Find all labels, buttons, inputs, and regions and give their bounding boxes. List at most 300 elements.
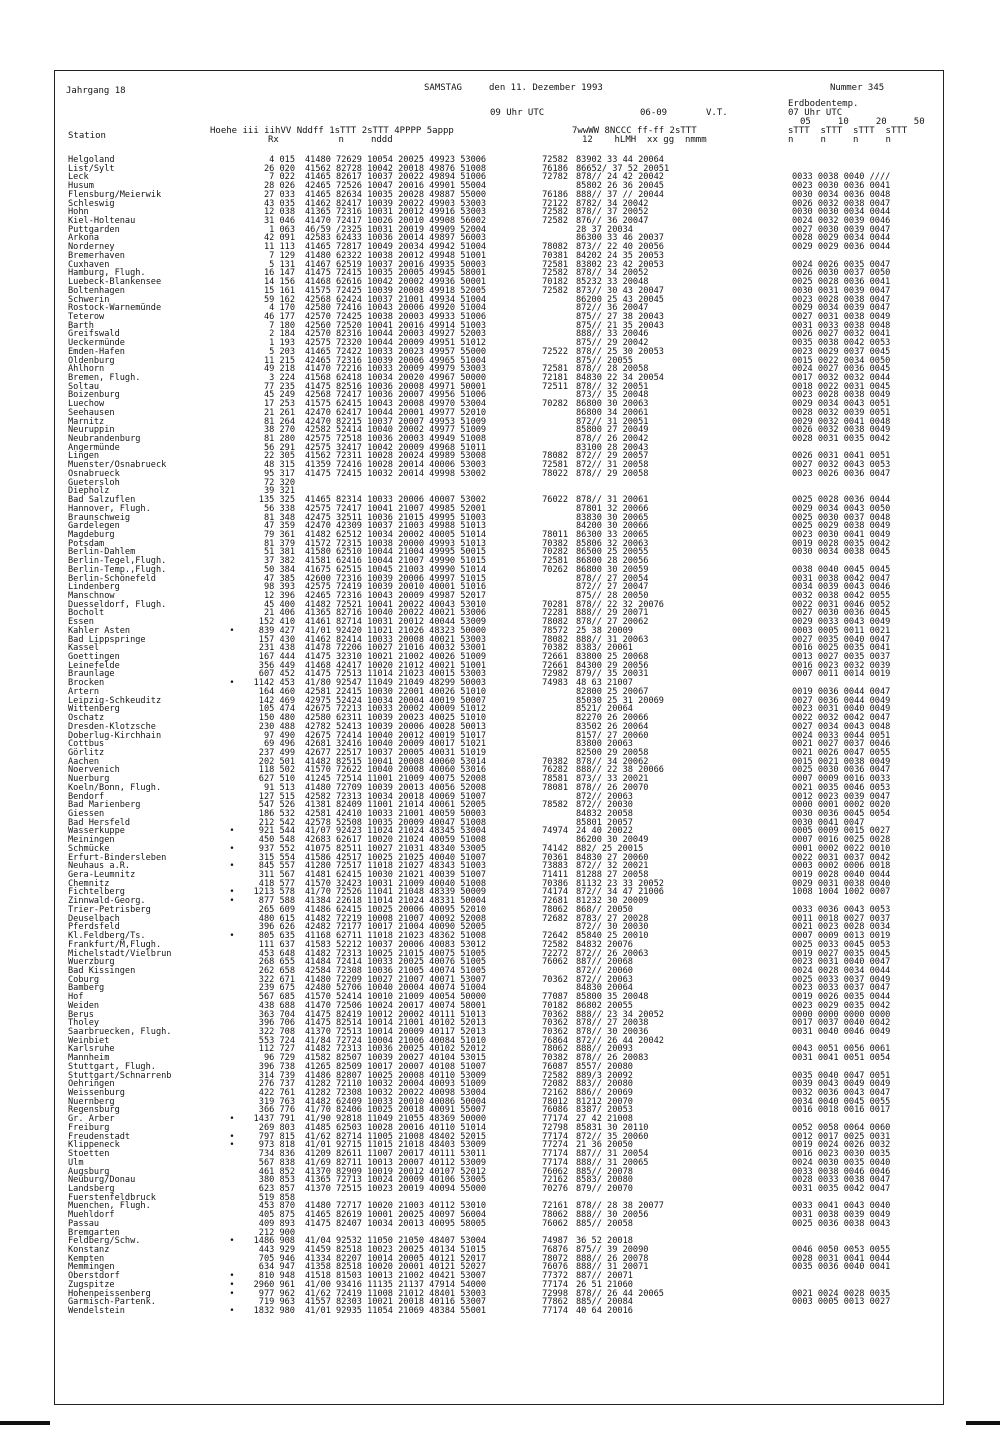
height-iii: 12 396 — [263, 591, 295, 601]
cloud-wind-groups: 872// 35 20060 — [576, 1131, 649, 1142]
cloud-wind-groups: 888// 33 20046 — [576, 329, 649, 340]
synop-groups: 41/62 72419 11008 21012 48401 53003 — [305, 1288, 487, 1299]
soil-temperatures: 0019 0028 0040 0044 — [792, 870, 891, 881]
synop-groups: 41467 62519 10037 20016 49935 50003 — [305, 259, 487, 270]
synop-groups: 41572 72315 10038 20000 49993 51013 — [305, 538, 487, 549]
soil-temperatures: 0027 0034 0043 0048 — [792, 721, 891, 732]
station-name: Berlin-Schönefeld — [68, 573, 156, 584]
table-row — [0, 1298, 1000, 1307]
weather-group: 72082 — [542, 1079, 568, 1090]
height-iii: 797 815 — [258, 1131, 295, 1142]
soil-temperatures: 0029 0033 0043 0049 — [792, 617, 891, 628]
height-iii: 409 893 — [258, 1218, 295, 1229]
soil-temperatures: 0028 0029 0034 0044 — [792, 233, 891, 244]
mountain-marker: • — [229, 887, 235, 898]
station-name: Hohn — [68, 207, 89, 218]
soil-temperatures: 0003 0002 0006 0018 — [792, 861, 891, 872]
synop-groups: 41359 72416 10028 20014 40006 53003 — [305, 460, 487, 471]
cloud-wind-groups: 878// 27 20062 — [576, 617, 649, 628]
height-iii: 1486 908 — [253, 1236, 295, 1247]
soil-temperatures: 0027 0031 0038 0049 — [792, 311, 891, 322]
station-name: Arkona — [68, 233, 100, 244]
station-name: Schwerin — [68, 294, 110, 305]
soil-temperatures: 0025 0030 0036 0047 — [792, 765, 891, 776]
height-iii: 167 444 — [258, 652, 295, 663]
soil-temperatures: 0031 0041 0051 0054 — [792, 1053, 891, 1064]
height-iii: 45 249 — [263, 390, 295, 401]
cloud-wind-groups: 875// 27 38 20043 — [576, 311, 664, 322]
weather-group: 70276 — [542, 1183, 568, 1194]
station-name: Puttgarden — [68, 224, 120, 235]
mountain-marker: • — [229, 1288, 235, 1299]
station-name: Weiden — [68, 1000, 100, 1011]
weather-group: 70361 — [542, 852, 568, 863]
synop-groups: 41459 82518 10023 20025 40134 51015 — [305, 1245, 487, 1255]
height-iii: 380 853 — [258, 1175, 295, 1186]
station-name: Nuernberg — [68, 1096, 115, 1107]
weather-group: 74983 — [542, 678, 568, 689]
station-name: Gera-Leumnitz — [68, 870, 136, 881]
synop-groups: 41570 32423 10031 21009 40040 51008 — [305, 878, 487, 889]
synop-groups: 41481 62415 10030 21021 40039 51007 — [305, 870, 487, 881]
station-name: Freiburg — [68, 1122, 110, 1133]
synop-groups: 41370 72513 10014 20009 40117 52013 — [305, 1027, 487, 1037]
height-iii: 1832 980 — [253, 1306, 295, 1317]
synop-groups: 41480 72717 10020 21003 40112 53010 — [305, 1201, 487, 1212]
weather-group: 70382 — [542, 1053, 568, 1064]
cloud-wind-groups: 878// 26 20042 — [576, 434, 649, 445]
synop-groups: 42683 62617 10020 21024 40059 51008 — [305, 835, 487, 846]
cloud-wind-groups: 872// 29 20057 — [576, 451, 649, 462]
cloud-wind-groups: 83800 20063 — [576, 739, 633, 750]
station-name: Braunschweig — [68, 512, 131, 523]
height-iii: 396 626 — [258, 922, 295, 933]
cloud-wind-groups: 878// 26 20070 — [576, 782, 649, 793]
weather-group: 77174 — [542, 1157, 568, 1168]
height-iii: 453 870 — [258, 1201, 295, 1212]
station-name: Feldberg/Schw. — [68, 1236, 141, 1247]
soil-temperatures: 0029 0034 0039 0047 — [792, 303, 891, 314]
soil-temperatures: 0024 0030 0035 0040 — [792, 1157, 891, 1168]
height-iii: 265 609 — [258, 904, 295, 915]
synop-groups: 41245 72514 11001 21009 40075 52008 — [305, 774, 487, 785]
station-name: Neuruppin — [68, 425, 115, 436]
station-name: Barth — [68, 320, 94, 331]
soil-temperatures: 0025 0033 0037 0049 — [792, 974, 891, 985]
synop-groups: 42475 32511 10036 21015 49995 51003 — [305, 512, 487, 523]
station-name: Karlsruhe — [68, 1044, 115, 1055]
cloud-wind-groups: 84830 20064 — [576, 983, 633, 994]
height-iii: 164 460 — [258, 686, 295, 697]
station-name: Soltau — [68, 381, 100, 392]
cloud-wind-groups: 868// 20050 — [576, 904, 633, 915]
synop-groups: 41/62 82714 11005 21008 48402 52015 — [305, 1131, 487, 1142]
station-name: Marnitz — [68, 416, 105, 427]
day-label: SAMSTAG — [424, 83, 462, 93]
station-name: Augsburg — [68, 1166, 110, 1177]
height-iii: 237 499 — [258, 747, 295, 758]
weather-group: 72582 — [542, 939, 568, 950]
height-iii: 1 193 — [269, 338, 295, 349]
height-iii: 50 384 — [263, 564, 295, 575]
station-name: Neuburg/Donau — [68, 1175, 136, 1186]
height-iii: 719 963 — [258, 1297, 295, 1308]
synop-groups: 41486 62415 10025 20006 40095 52010 — [305, 904, 487, 915]
weather-group: 72782 — [542, 172, 568, 183]
station-name: Zugspitze — [68, 1279, 115, 1290]
height-iii: 921 544 — [258, 826, 295, 837]
synop-groups: 41480 72629 10054 20025 49923 53006 — [305, 155, 487, 165]
cloud-wind-groups: 878// 32 20051 — [576, 381, 649, 392]
height-iii: 142 469 — [258, 695, 295, 706]
weather-group: 72281 — [542, 608, 568, 619]
soil-temperatures: 0007 0009 0013 0019 — [792, 931, 891, 942]
station-name: Cuxhaven — [68, 259, 110, 270]
cloud-wind-groups: 85800 27 20049 — [576, 425, 649, 436]
height-iii: 96 729 — [263, 1053, 295, 1064]
station-name: Leck — [68, 172, 89, 183]
weather-group: 72582 — [542, 1070, 568, 1081]
cloud-wind-groups: 878// 27 20038 — [576, 1018, 649, 1029]
cloud-wind-groups: 83800 25 20068 — [576, 652, 649, 663]
station-name: Hof — [68, 992, 84, 1003]
height-iii: 47 385 — [263, 573, 295, 584]
weather-group: 77087 — [542, 992, 568, 1003]
soil-temperatures: 0016 0025 0035 0041 — [792, 643, 891, 654]
station-name: Magdeburg — [68, 529, 115, 540]
mountain-marker: • — [229, 678, 235, 689]
soil-temperatures: 0030 0041 0047 — [792, 817, 865, 828]
cloud-wind-groups: 888// 31 20065 — [576, 1157, 649, 1168]
soil-temperatures: 0019 0028 0035 0042 — [792, 538, 891, 549]
cloud-wind-groups: 85030 25 31 20069 — [576, 695, 664, 706]
synop-groups: 42470 82215 10037 20007 49953 51009 — [305, 416, 487, 427]
weather-group: 74142 — [542, 843, 568, 854]
weather-group: 72581 — [542, 364, 568, 375]
cloud-wind-groups: 81212 20070 — [576, 1096, 633, 1107]
synop-groups: 41/07 92423 11024 21024 48345 53004 — [305, 826, 487, 837]
weather-group: 72582 — [542, 216, 568, 227]
vt-label: V.T. — [706, 108, 728, 118]
height-iii: 79 361 — [263, 529, 295, 540]
synop-groups: 41/01 92935 11054 21069 48384 55001 — [305, 1306, 487, 1317]
station-name: Giessen — [68, 809, 105, 819]
height-iii: 480 615 — [258, 913, 295, 924]
soil-temperatures: 0016 0023 0030 0035 — [792, 1149, 891, 1160]
height-iii: 553 724 — [258, 1035, 295, 1046]
height-iii: 98 393 — [263, 582, 295, 593]
station-name: Muenchen, Flugh. — [68, 1201, 151, 1212]
cloud-wind-groups: 878// 26 20083 — [576, 1053, 649, 1064]
height-iii: 705 946 — [258, 1253, 295, 1264]
height-iii: 1 063 — [269, 224, 295, 235]
cloud-wind-groups: 872// 34 47 21006 — [576, 887, 664, 898]
station-name: Leipzig-Schkeuditz — [68, 695, 162, 706]
cloud-wind-groups: 24 40 20022 — [576, 826, 633, 837]
station-name: Muehldorf — [68, 1210, 115, 1221]
height-iii: 1213 578 — [253, 887, 295, 898]
cloud-wind-groups: 878// 22 32 20076 — [576, 599, 664, 610]
cloud-wind-groups: 875// 29 20042 — [576, 338, 649, 349]
cloud-wind-groups: 83802 23 42 20053 — [576, 259, 664, 270]
cloud-wind-groups: 81232 30 20009 — [576, 896, 649, 907]
height-iii: 5 131 — [269, 259, 295, 270]
soil-temperatures: 0003 0005 0011 0021 — [792, 625, 891, 636]
station-name: Lindenberg — [68, 582, 120, 593]
synop-groups: 41475 72415 10032 20014 49998 53002 — [305, 468, 487, 479]
synop-groups: 42582 72313 10034 20018 40069 51007 — [305, 791, 487, 802]
height-iii: 973 818 — [258, 1140, 295, 1151]
cloud-wind-groups: 887// 20071 — [576, 1271, 633, 1282]
cloud-wind-groups: 82800 25 20067 — [576, 686, 649, 697]
soil-temperatures: 0031 0040 0046 0049 — [792, 1027, 891, 1037]
synop-groups: 41486 82807 10025 20008 40110 53009 — [305, 1070, 487, 1081]
second-time: 06-09 — [640, 108, 668, 118]
synop-groups: 41480 72709 10039 20013 40056 52008 — [305, 782, 487, 793]
height-iii: 2960 961 — [253, 1279, 295, 1290]
cloud-wind-groups: 888// 26 20078 — [576, 1253, 649, 1264]
station-name: Kahler Asten — [68, 625, 131, 636]
height-iii: 519 858 — [258, 1192, 295, 1203]
synop-groups: 42583 62433 10036 20014 49897 56003 — [305, 233, 487, 244]
synop-groups: 41/90 92818 11049 21055 48369 50000 — [305, 1114, 487, 1125]
station-name: Hamburg, Flugh. — [68, 268, 146, 279]
soil-temperatures: 0038 0040 0045 0045 — [792, 564, 891, 575]
station-name: Muenster/Osnabrueck — [68, 460, 167, 471]
synop-groups: 41358 82518 10020 20001 40121 52027 — [305, 1262, 487, 1273]
station-name: Wasserkuppe — [68, 826, 125, 837]
synop-groups: 42570 72425 10038 20003 49933 51006 — [305, 311, 487, 322]
height-iii: 31 046 — [263, 216, 295, 227]
soil-depths: 05 10 20 50 — [800, 117, 925, 127]
soil-temperatures: 0029 0031 0038 0040 — [792, 878, 891, 889]
station-name: Garmisch-Partenk. — [68, 1297, 156, 1308]
height-iii: 39 321 — [263, 486, 295, 497]
soil-temperatures: 0039 0043 0049 0049 — [792, 1079, 891, 1090]
height-iii: 547 526 — [258, 800, 295, 811]
cloud-wind-groups: 872// 26 20063 — [576, 948, 649, 959]
height-iii: 937 552 — [258, 843, 295, 854]
soil-temperatures: 0026 0032 0038 0047 — [792, 198, 891, 209]
height-iii: 77 235 — [263, 381, 295, 392]
station-name: Kl.Feldberg/Ts. — [68, 931, 146, 942]
cloud-wind-groups: 872// 36 20047 — [576, 303, 649, 314]
cloud-wind-groups: 878// 34 20062 — [576, 756, 649, 767]
soil-temperatures: 0030 0031 0039 0047 — [792, 285, 891, 296]
station-name: Frankfurt/M,Flugh. — [68, 939, 162, 950]
height-iii: 15 161 — [263, 285, 295, 296]
cloud-wind-groups: 28 37 20034 — [576, 224, 633, 235]
height-iii: 91 513 — [263, 782, 295, 793]
synop-groups: 41/84 72724 10004 21006 40084 51010 — [305, 1035, 487, 1046]
synop-groups: 41465 82619 10001 20025 40097 56004 — [305, 1210, 487, 1221]
soil-temperatures: 0007 0011 0014 0019 — [792, 669, 891, 680]
station-name: Bad Kissingen — [68, 965, 136, 976]
weather-group: 70382 — [542, 538, 568, 549]
cloud-wind-groups: 886// 20069 — [576, 1088, 633, 1099]
cloud-wind-groups: 86800 34 20061 — [576, 407, 649, 418]
station-header: Station — [68, 131, 106, 141]
weather-group: 77174 — [542, 1279, 568, 1290]
cloud-wind-groups: 887// 31 20054 — [576, 1149, 649, 1160]
mountain-marker: • — [229, 1279, 235, 1290]
table-row — [0, 479, 1000, 488]
soil-temperatures: 0025 0028 0036 0041 — [792, 277, 891, 288]
synop-groups: 42570 82316 10044 20003 49927 52003 — [305, 329, 487, 340]
height-iii: 69 496 — [263, 739, 295, 750]
synop-groups: 41468 62616 10042 20002 49936 50001 — [305, 277, 487, 288]
height-iii: 17 253 — [263, 399, 295, 410]
cloud-wind-groups: 878// 28 20058 — [576, 364, 649, 375]
synop-groups: 41475 72415 10035 20005 49945 58001 — [305, 268, 487, 279]
weather-group: 76186 — [542, 163, 568, 174]
soil-temperatures: 0031 0033 0038 0048 — [792, 320, 891, 331]
date-label: den 11. Dezember 1993 — [489, 83, 603, 93]
station-name: Teterow — [68, 311, 105, 322]
height-iii: 315 554 — [258, 852, 295, 863]
station-name: Hohenpeissenberg — [68, 1288, 151, 1299]
mountain-marker: • — [229, 843, 235, 854]
cloud-wind-groups: 84832 20058 — [576, 809, 633, 819]
cloud-wind-groups: 84200 30 20066 — [576, 521, 649, 532]
station-name: Deuselbach — [68, 913, 120, 924]
synop-groups: 42677 22517 10037 20005 40031 51019 — [305, 747, 487, 758]
weather-group: 78082 — [542, 451, 568, 462]
height-iii: 231 438 — [258, 643, 295, 654]
synop-groups: 42582 52414 10040 20002 49977 51009 — [305, 425, 487, 436]
mountain-marker: • — [229, 861, 235, 872]
weather-group: 72798 — [542, 1122, 568, 1133]
cloud-wind-groups: 86500 25 20055 — [576, 547, 649, 558]
soil-temperatures: 0022 0031 0037 0042 — [792, 852, 891, 863]
mountain-marker: • — [229, 1140, 235, 1151]
synop-groups: 41475 32310 10021 21002 40026 51009 — [305, 652, 487, 663]
synop-groups: 41475 82516 10036 20008 49971 50001 — [305, 381, 487, 392]
synop-groups: 41480 72209 10027 21007 40071 53007 — [305, 974, 487, 985]
height-iii: 734 836 — [258, 1149, 295, 1160]
synop-groups: 42568 62424 10037 21001 49934 51004 — [305, 294, 487, 305]
weather-group: 71411 — [542, 870, 568, 881]
height-iii: 230 488 — [258, 721, 295, 732]
soil-temperatures: 0025 0028 0036 0044 — [792, 495, 891, 506]
cloud-wind-groups: 8583/ 20080 — [576, 1175, 633, 1186]
weather-group: 72998 — [542, 1288, 568, 1299]
synop-groups: 41475 82407 10034 20013 40095 58005 — [305, 1218, 487, 1229]
station-name: Gardelegen — [68, 521, 120, 532]
synop-groups: 42575 72518 10036 20003 49949 51008 — [305, 434, 487, 445]
soil-temperatures: 0026 0027 0032 0041 — [792, 329, 891, 340]
station-name: Kempten — [68, 1253, 105, 1264]
station-name: Duesseldorf, Flugh. — [68, 599, 167, 610]
station-name: Bremen, Flugh. — [68, 373, 141, 383]
height-iii: 311 567 — [258, 870, 295, 881]
synop-groups: 41518 81503 10013 21002 40421 53007 — [305, 1271, 487, 1282]
group-b-header: 7wwWW 8NCCC ff-ff 2sTTT — [572, 126, 697, 136]
soil-temperatures: 0027 0030 0039 0047 — [792, 224, 891, 235]
height-iii: 322 671 — [258, 974, 295, 985]
station-name: Greifswald — [68, 329, 120, 340]
table-row — [0, 1263, 1000, 1272]
weather-group: 70362 — [542, 1027, 568, 1037]
height-iii: 268 655 — [258, 957, 295, 968]
soil-temperatures: 0029 0034 0043 0050 — [792, 503, 891, 514]
cloud-wind-groups: 875// 20055 — [576, 355, 633, 366]
soil-temperatures: 0022 0032 0042 0047 — [792, 713, 891, 724]
height-iii: 152 410 — [258, 617, 295, 628]
station-name: Brocken — [68, 678, 105, 689]
cloud-wind-groups: 36 52 20018 — [576, 1236, 633, 1247]
cloud-wind-groups: 86200 25 43 20045 — [576, 294, 664, 305]
cloud-wind-groups: 885// 20058 — [576, 1218, 633, 1229]
weather-group: 70362 — [542, 1018, 568, 1029]
soil-temperatures: 0027 0035 0040 0047 — [792, 634, 891, 645]
height-iii: 56 291 — [263, 442, 295, 453]
height-iii: 567 685 — [258, 992, 295, 1003]
weather-group: 78082 — [542, 634, 568, 645]
cloud-wind-groups: 882/ 25 20015 — [576, 843, 644, 854]
cloud-wind-groups: 878// 27 20054 — [576, 573, 649, 584]
synop-groups: 41480 62322 10038 20012 49948 51001 — [305, 250, 487, 261]
height-iii: 12 038 — [263, 207, 295, 218]
station-name: Regensburg — [68, 1105, 120, 1116]
station-name: Nuerburg — [68, 774, 110, 785]
station-name: Coburg — [68, 974, 100, 985]
cloud-wind-groups: 21 36 20050 — [576, 1140, 633, 1151]
cloud-wind-groups: 888// 29 20071 — [576, 608, 649, 619]
table-row — [0, 670, 1000, 679]
height-iii: 81 379 — [263, 538, 295, 549]
synop-groups: 42575 32417 10042 20009 49968 51011 — [305, 442, 487, 453]
height-iii: 567 838 — [258, 1157, 295, 1168]
soil-temperatures: 0019 0027 0035 0045 — [792, 948, 891, 959]
height-iii: 314 739 — [258, 1070, 295, 1081]
height-iii: 105 474 — [258, 704, 295, 715]
synop-groups: 41562 82728 10042 20018 49876 51008 — [305, 163, 487, 174]
height-iii: 111 637 — [258, 939, 295, 950]
soil-temperatures: 0033 0041 0043 0040 — [792, 1201, 891, 1212]
cloud-wind-groups: 872// 31 20058 — [576, 460, 649, 471]
synop-groups: 41370 82909 10019 20012 40107 52012 — [305, 1166, 487, 1177]
weather-group: 78082 — [542, 242, 568, 253]
soil-temperatures: 0000 0001 0002 0020 — [792, 800, 891, 811]
weather-group: 78082 — [542, 617, 568, 628]
synop-groups: 41582 82507 10039 20027 40104 53015 — [305, 1053, 487, 1064]
volume-label: Jahrgang 18 — [66, 86, 126, 96]
soil-temperatures: 0033 0038 0046 0046 — [792, 1166, 891, 1177]
synop-groups: 41468 42417 10020 21012 40021 51001 — [305, 660, 487, 671]
cloud-wind-groups: 81288 27 20058 — [576, 870, 649, 881]
cloud-wind-groups: 872// 20030 — [576, 800, 633, 811]
weather-group: 70362 — [542, 974, 568, 985]
height-iii: 47 359 — [263, 521, 295, 532]
synop-groups: 42681 32416 10040 20009 40017 51021 — [305, 739, 487, 750]
station-name: Görlitz — [68, 747, 105, 758]
table-row — [0, 435, 1000, 444]
soil-temperatures: 0021 0027 0037 0046 — [792, 739, 891, 750]
soil-temperatures: 0016 0018 0016 0017 — [792, 1105, 891, 1116]
cloud-wind-groups: 8383/ 20061 — [576, 643, 633, 654]
height-iii: 396 706 — [258, 1018, 295, 1029]
cloud-wind-groups: 27 42 21008 — [576, 1114, 633, 1125]
cloud-wind-groups: 83902 33 44 20064 — [576, 155, 664, 165]
weather-group: 72661 — [542, 652, 568, 663]
height-iii: 135 325 — [258, 495, 295, 506]
station-name: Trier-Petrisberg — [68, 904, 151, 915]
soil-temperatures: 0022 0031 0046 0052 — [792, 599, 891, 610]
synop-groups: 41/69 82711 10013 20007 40112 53009 — [305, 1157, 487, 1168]
weather-group: 70281 — [542, 599, 568, 610]
weather-group: 74174 — [542, 887, 568, 898]
